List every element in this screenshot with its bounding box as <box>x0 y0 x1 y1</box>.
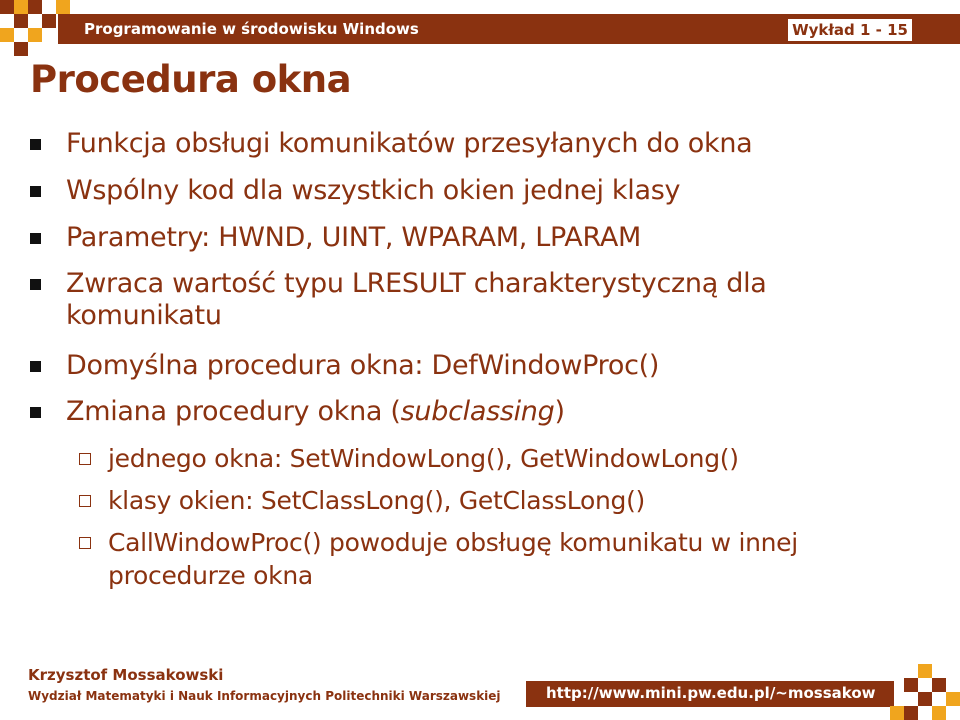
bullet-text: Wspólny kod dla wszystkich okien jednej klasy <box>66 175 681 206</box>
decor-square <box>28 28 42 42</box>
decor-square <box>890 706 904 720</box>
hollow-square-bullet-icon <box>79 537 91 549</box>
square-bullet-icon <box>30 407 41 418</box>
square-bullet-icon <box>30 186 41 197</box>
author-name: Krzysztof Mossakowski <box>28 666 224 684</box>
bullet-text: Funkcja obsługi komunikatów przesyłanych do okna <box>66 128 753 159</box>
course-name: Programowanie w środowisku Windows <box>84 20 419 38</box>
square-bullet-icon <box>30 279 41 290</box>
decor-square <box>14 14 28 28</box>
bullet-item <box>66 268 826 332</box>
bullet-text-italic: subclassing <box>400 396 555 427</box>
bullet-item <box>66 128 926 160</box>
bullet-text-before: Zmiana procedury okna ( <box>66 396 401 427</box>
bullet-item <box>66 175 926 207</box>
hollow-square-bullet-icon <box>79 495 91 507</box>
subbullet-item <box>108 526 868 592</box>
bullet-text: Parametry: HWND, UINT, WPARAM, LPARAM <box>66 222 642 253</box>
bullet-text: Zwraca wartość typu LRESULT charakterystyczną dla komunikatu <box>66 268 767 331</box>
lecture-number: Wykład 1 - 15 <box>788 19 912 41</box>
slide-title: Procedura okna <box>30 58 352 101</box>
decor-square <box>56 0 70 14</box>
subbullet-text: jednego okna: SetWindowLong(), GetWindowLong() <box>108 444 739 473</box>
subbullet-text: klasy okien: SetClassLong(), GetClassLong() <box>108 486 645 515</box>
decor-square <box>918 664 932 678</box>
bullet-text-after: ) <box>554 396 565 427</box>
decor-square <box>14 42 28 56</box>
square-bullet-icon <box>30 233 41 244</box>
decor-square <box>904 706 918 720</box>
faculty-name: Wydział Matematyki i Nauk Informacyjnych Politechniki Warszawskiej <box>28 689 501 703</box>
decor-square <box>932 706 946 720</box>
decor-square <box>904 678 918 692</box>
bullet-item <box>66 396 926 428</box>
subbullet-item <box>108 442 888 475</box>
footer-url-link[interactable]: http://www.mini.pw.edu.pl/~mossakow <box>546 684 876 702</box>
decor-square <box>946 692 960 706</box>
square-bullet-icon <box>30 139 41 150</box>
bullet-item <box>66 350 926 382</box>
decor-square <box>0 28 14 42</box>
decor-square <box>14 0 28 14</box>
decor-square <box>42 14 56 28</box>
square-bullet-icon <box>30 361 41 372</box>
decor-square <box>28 0 42 14</box>
decor-square <box>932 678 946 692</box>
subbullet-text: CallWindowProc() powoduje obsługę komunikatu w innej procedurze okna <box>108 528 798 590</box>
bullet-item <box>66 222 926 254</box>
bullet-text: Domyślna procedura okna: DefWindowProc() <box>66 350 660 381</box>
decor-square <box>918 692 932 706</box>
decor-square <box>0 0 14 14</box>
subbullet-item <box>108 484 888 517</box>
hollow-square-bullet-icon <box>79 453 91 465</box>
